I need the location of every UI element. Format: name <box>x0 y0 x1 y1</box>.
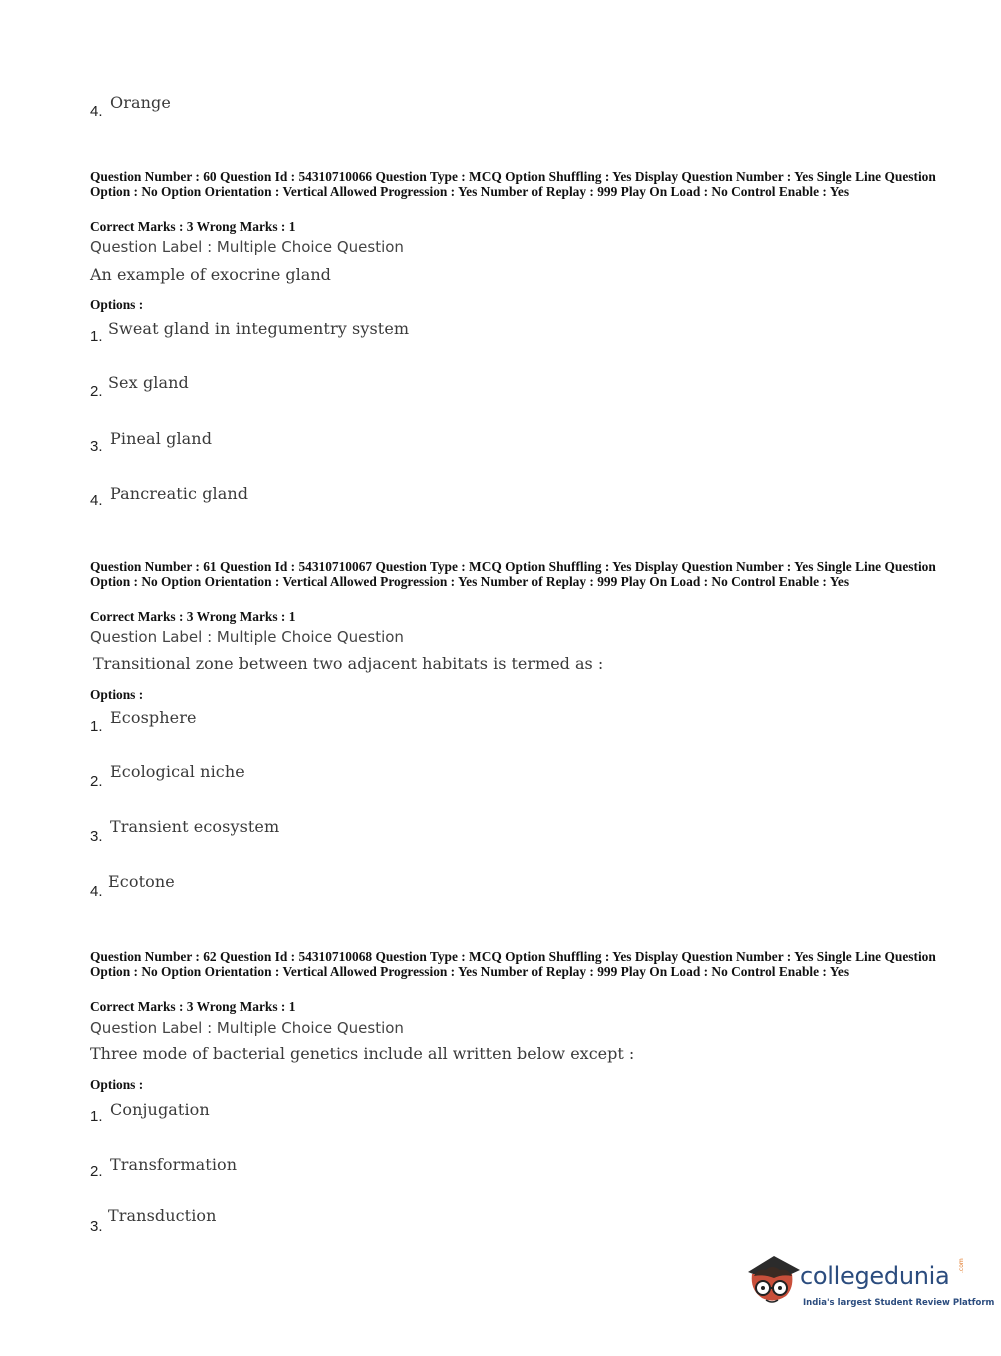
option-text: Pineal gland <box>110 429 213 448</box>
option-number: 1. <box>90 328 103 345</box>
option-number: 2. <box>90 1163 103 1180</box>
option-number: 4. <box>90 492 103 509</box>
question-meta: Question Number : 61 Question Id : 54310710067 Question Type : MCQ Option Shuffling : Yes Display Question Number : Yes Single Line Question Option : No Option Orientation : Vertical Allowed Progression : Yes Number of Replay : 999 Play On Load : No Control Enable : Yes <box>90 559 936 589</box>
option-number: 1. <box>90 718 103 735</box>
option-number: 2. <box>90 383 103 400</box>
logo-domain-suffix: .com <box>958 1258 965 1273</box>
question-label: Question Label : Multiple Choice Question <box>90 628 404 646</box>
question-text: An example of exocrine gland <box>90 265 331 284</box>
options-heading: Options : <box>90 687 144 702</box>
question-label: Question Label : Multiple Choice Question <box>90 1019 404 1037</box>
option-text: Pancreatic gland <box>110 484 249 503</box>
option-text: Transient ecosystem <box>110 817 280 836</box>
option-number: 4. <box>90 883 103 900</box>
option-text: Transformation <box>110 1155 238 1174</box>
question-text: Three mode of bacterial genetics include all written below except : <box>90 1044 635 1063</box>
prev-option-text: Orange <box>110 93 171 112</box>
question-label: Question Label : Multiple Choice Question <box>90 238 404 256</box>
option-text: Ecotone <box>108 872 175 891</box>
prev-option-number: 4. <box>90 103 103 120</box>
logo-wordmark: collegedunia <box>800 1262 950 1290</box>
question-marks: Correct Marks : 3 Wrong Marks : 1 <box>90 999 296 1014</box>
option-number: 3. <box>90 438 103 455</box>
question-text: Transitional zone between two adjacent habitats is termed as : <box>93 654 604 673</box>
mascot-logo-icon <box>742 1250 802 1312</box>
option-number: 3. <box>90 1218 103 1235</box>
option-text: Ecosphere <box>110 708 197 727</box>
question-marks: Correct Marks : 3 Wrong Marks : 1 <box>90 219 296 234</box>
question-marks: Correct Marks : 3 Wrong Marks : 1 <box>90 609 296 624</box>
logo-tagline: India's largest Student Review Platform <box>803 1298 995 1308</box>
options-heading: Options : <box>90 297 144 312</box>
option-number: 2. <box>90 773 103 790</box>
option-number: 1. <box>90 1108 103 1125</box>
question-meta: Question Number : 60 Question Id : 54310710066 Question Type : MCQ Option Shuffling : Yes Display Question Number : Yes Single Line Question Option : No Option Orientation : Vertical Allowed Progression : Yes Number of Replay : 999 Play On Load : No Control Enable : Yes <box>90 169 936 199</box>
options-heading: Options : <box>90 1077 144 1092</box>
question-meta: Question Number : 62 Question Id : 54310710068 Question Type : MCQ Option Shuffling : Yes Display Question Number : Yes Single Line Question Option : No Option Orientation : Vertical Allowed Progression : Yes Number of Replay : 999 Play On Load : No Control Enable : Yes <box>90 949 936 979</box>
option-number: 3. <box>90 828 103 845</box>
option-text: Conjugation <box>110 1100 210 1119</box>
option-text: Sweat gland in integumentry system <box>108 319 410 338</box>
option-text: Transduction <box>108 1206 217 1225</box>
option-text: Ecological niche <box>110 762 245 781</box>
option-text: Sex gland <box>108 373 189 392</box>
